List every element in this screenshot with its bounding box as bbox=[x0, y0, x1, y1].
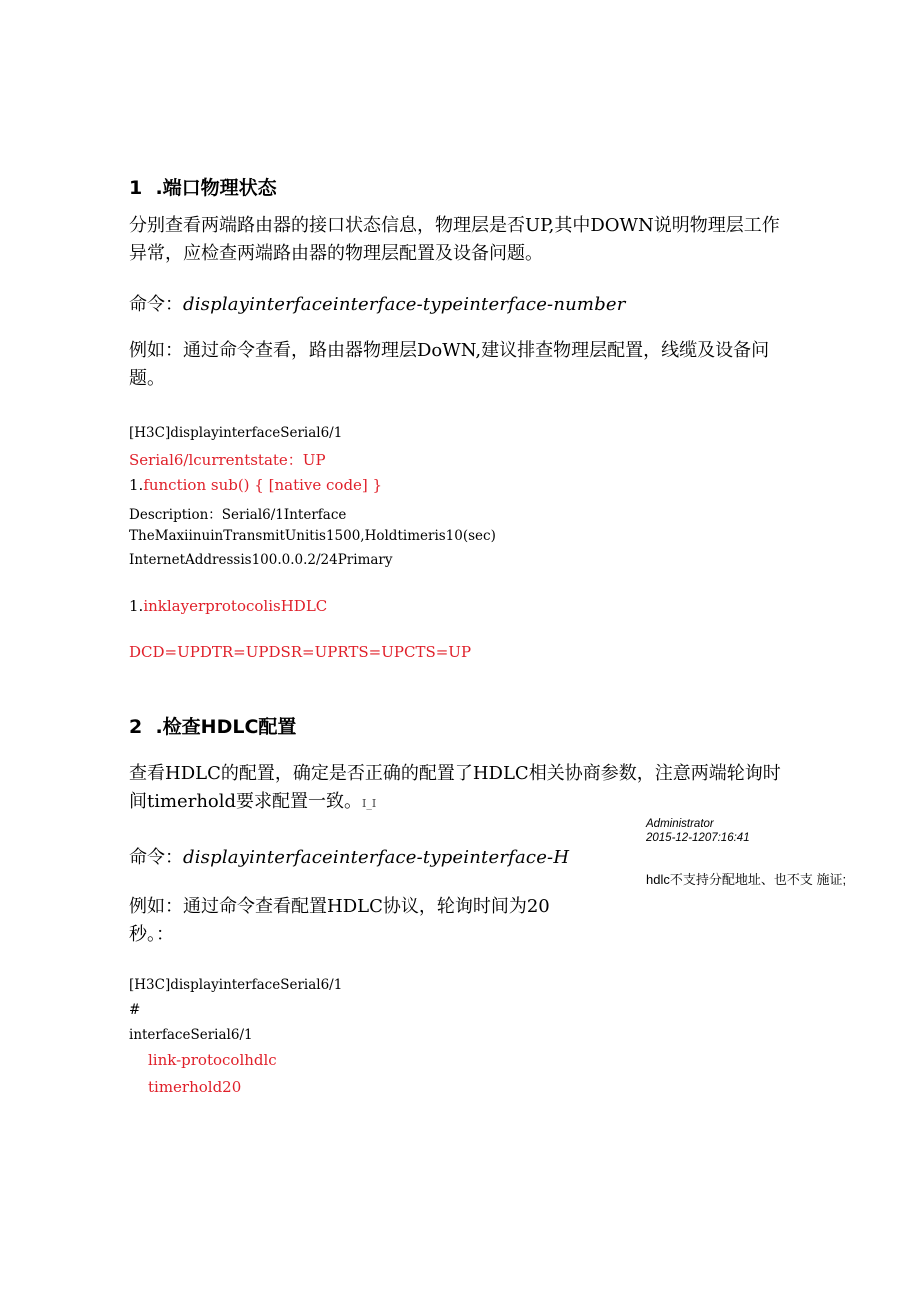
command-prefix: 命令： bbox=[129, 847, 183, 868]
code-line-highlight: Serial6/lcurrentstate：UP bbox=[129, 451, 326, 469]
code-line: InternetAddressis100.0.0.2/24Primary bbox=[129, 552, 393, 568]
command-text: displayinterfaceinterface-typeinterface-H bbox=[183, 847, 570, 868]
section2-paragraph bbox=[129, 760, 781, 818]
section1-example: 例如：通过命令查看，路由器物理层DoWN,建议排查物理层配置，线缆及设备问题。 bbox=[129, 340, 770, 389]
code-line: 1.inklayerprotocolisHDLC bbox=[129, 597, 328, 615]
code-line: interfaceSerial6/1 bbox=[129, 1027, 253, 1043]
comment-text[interactable]: hdlc不支持分配地址、也不支 施证; bbox=[646, 872, 847, 887]
section1-heading: 1 .端口物理状态 bbox=[129, 177, 277, 199]
code-line: Description：Serial6/1Interface bbox=[129, 507, 347, 523]
code-line: 1.function sub() { [native code] } bbox=[129, 476, 383, 494]
comment-author[interactable]: Administrator bbox=[646, 818, 714, 830]
section2-paragraph-text: 查看HDLC的配置，确定是否正确的配置了HDLC相关协商参数，注意两端轮询时间timerhold要求配置一致。 bbox=[129, 763, 781, 812]
section1-command-line bbox=[129, 290, 626, 316]
code-line-highlight: DCD=UPDTR=UPDSR=UPRTS=UPCTS=UP bbox=[129, 643, 472, 661]
code-line: [H3C]displayinterfaceSerial6/1 bbox=[129, 425, 343, 441]
comment-date: 2015-12-1207:16:41 bbox=[646, 832, 750, 844]
section2-heading: 2 .检查HDLC配置 bbox=[129, 716, 297, 738]
command-text: displayinterfaceinterface-typeinterface-number bbox=[183, 294, 626, 315]
code-line: [H3C]displayinterfaceSerial6/1 bbox=[129, 977, 343, 993]
section2-command-line bbox=[129, 843, 569, 869]
section2-example: 例如：通过命令查看配置HDLC协议，轮询时间为20秒。： bbox=[129, 896, 550, 945]
code-line: # bbox=[129, 1002, 141, 1018]
comment-anchor-marker[interactable]: I_I bbox=[362, 797, 377, 810]
code-line: TheMaxiinuinTransmitUnitis1500,Holdtimeris10(sec) bbox=[129, 528, 496, 544]
command-prefix: 命令： bbox=[129, 294, 183, 315]
code-line-highlight: timerhold20 bbox=[148, 1078, 242, 1096]
code-line-highlight: inklayerprotocolisHDLC bbox=[143, 597, 328, 615]
code-line-highlight: function sub() { [native code] } bbox=[143, 476, 383, 494]
code-line-highlight: link-protocolhdlc bbox=[148, 1051, 277, 1069]
section1-paragraph: 分别查看两端路由器的接口状态信息，物理层是否UP,其中DOWN说明物理层工作异常，应检查两端路由器的物理层配置及设备问题。 bbox=[129, 215, 780, 264]
